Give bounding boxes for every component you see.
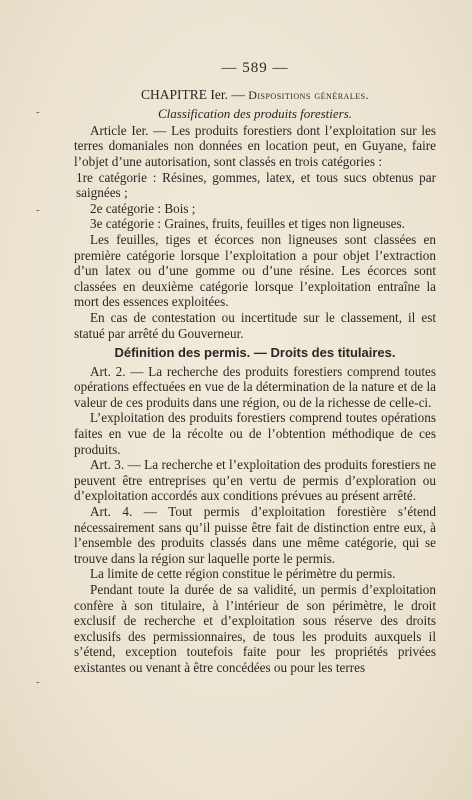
margin-mark: -: [36, 676, 40, 688]
paragraph-limit: La limite de cette région constitue le périmètre du permis.: [90, 566, 396, 582]
chapter-subtitle: Dispositions générales.: [248, 87, 370, 102]
category-3: 3e catégorie : Graines, fruits, feuilles et tiges non ligneuses.: [90, 216, 405, 232]
chapter-title: CHAPITRE Ier. —: [140, 86, 245, 102]
article-2: Art. 2. — La recherche des produits forestiers comprend toutes opérations effectuées en vue de la détermination de la nature et de la valeur de ces produits dans une région, ou de la richesse de celle-ci.: [74, 363, 436, 410]
article-4: Art. 4. — Tout permis d’exploitation forestière s’étend nécessairement sans qu’il puisse être fait de distinction entre eux, à l’ensemble des produits classés dans une même catégorie, qui se trouve dans la région sur laquelle porte le permis.: [74, 504, 436, 566]
margin-mark: -: [36, 204, 40, 216]
category-2: 2e catégorie : Bois ;: [90, 200, 196, 216]
section-title: Classification des produits forestiers.: [157, 106, 353, 122]
article-3: Art. 3. — La recherche et l’exploitation des produits forestiers ne peuvent être entreprises qu’en vertu de permis d’exploration ou d’exploitation accordés aux conditions prévues au présent arrêté.: [74, 457, 436, 504]
paragraph-exploitation: L’exploitation des produits forestiers comprend toutes opérations faites en vue de la récolte ou de l’obtention méthodique de ces produits.: [74, 410, 436, 457]
chapter-heading: [74, 87, 436, 104]
margin-mark: -: [36, 106, 40, 118]
category-1: 1re catégorie : Résines, gommes, latex, et tous sucs obtenus par saignées ;: [76, 169, 436, 201]
page-text: [74, 61, 436, 676]
article-1: Article Ier. — Les produits forestiers dont l’exploitation sur les terres domaniales non données en location peut, en Guyane, faire l’objet d’une autorisation, sont classés en trois catégories :: [74, 122, 436, 169]
page-number: — 589 —: [221, 60, 289, 76]
paragraph-leaves: Les feuilles, tiges et écorces non ligneuses sont classées en première catégorie lorsque l’exploitation a pour objet l’extraction d’un latex ou d’une gomme ou d’une résine. Les écorces sont classées en deuxième catégorie lorsque l’exploitation entraîne la mort des essences exploitées.: [74, 231, 436, 310]
paragraph-contestation: En cas de contestation ou incertitude sur le classement, il est statué par arrêté du Gouverneur.: [74, 309, 436, 341]
section-heading: Définition des permis. — Droits des titulaires.: [114, 345, 396, 361]
paragraph-validity: Pendant toute la durée de sa validité, un permis d’exploitation confère à son titulaire, à l’intérieur de son périmètre, le droit exclusif de recherche et d’exploitation sous réserve des droits exclusifs des permissionnaires, de tous les produits auxquels il s’étend, exception toutefois faite pour les propriétés privées existantes ou venant à être concédées ou pour les terres: [74, 582, 436, 675]
